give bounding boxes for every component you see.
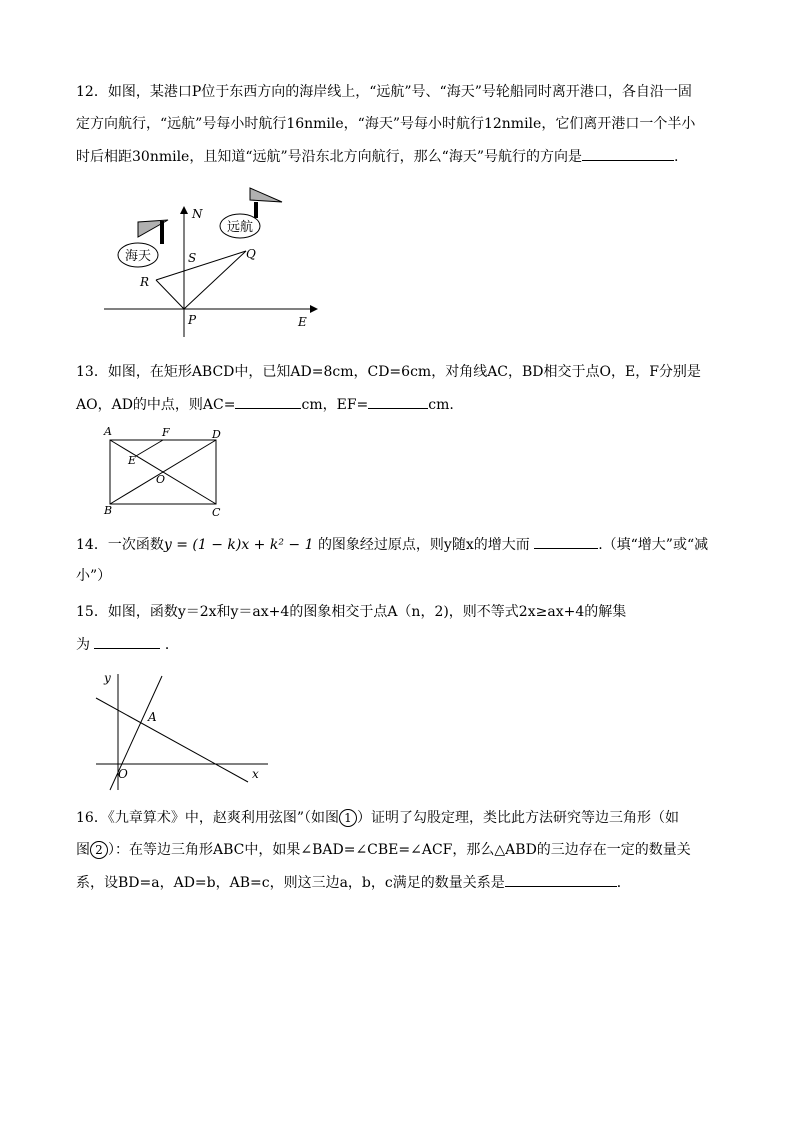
q15-label-o: O	[118, 767, 128, 781]
q14-prefix: 14．一次函数	[76, 537, 164, 553]
q15-line-1: 15．如图，函数y＝2x和y＝ax+4的图象相交于点A（n，2)，则不等式2x≥ax+4的解集	[76, 604, 627, 620]
q13-label-f: F	[162, 426, 170, 439]
q12-answer-blank[interactable]	[582, 146, 674, 161]
q15-line-2-text: 为	[76, 637, 90, 653]
q12-label-p: P	[188, 313, 197, 327]
q12-label-q: Q	[246, 247, 256, 261]
q13-label-a: A	[104, 425, 112, 438]
q15-line-2	[76, 634, 179, 655]
q13-figure	[98, 424, 232, 520]
q13-line-2-b: cm，EF=	[301, 397, 369, 413]
q12-figure	[100, 182, 320, 342]
q13-line-1: 13．如图，在矩形ABCD中，已知AD=8cm，CD=6cm，对角线AC，BD相交于点O，E，F分别是	[76, 364, 701, 380]
q13-answer-blank-ef[interactable]	[368, 394, 428, 409]
q13-label-e: E	[128, 454, 137, 467]
q12-line-1: 12．如图，某港口P位于东西方向的海岸线上，“远航”号、“海天”号轮船同时离开港口，各自沿一固	[76, 84, 692, 100]
q16-line-2-text: ）：在等边三角形ABC中，如果∠BAD=∠CBE=∠ACF，那么△ABD的三边存在一定的数量关	[108, 842, 691, 858]
q12-line-3-end: .	[673, 149, 679, 165]
q16-line-3-text: 系，设BD=a，AD=b，AB=c，则这三边a，b，c满足的数量关系是	[76, 875, 505, 891]
q16-line-1	[76, 808, 679, 828]
q12-line-3	[76, 146, 678, 167]
q16-answer-blank[interactable]	[505, 872, 617, 887]
q12-yuanhang-label: 远航	[226, 220, 254, 235]
q16-line-2-start: 图	[76, 842, 90, 858]
q13-line-2-c: cm.	[428, 397, 454, 413]
figure-2-circled-number: 2	[90, 841, 108, 859]
q16-line-1-end: ）证明了勾股定理，类比此方法研究等边三角形（如	[356, 810, 679, 826]
q12-line-2: 定方向航行，“远航”号每小时航行16nmile，“海天”号每小时航行12nmile，它们离开港口一个半小	[76, 116, 696, 132]
q12-label-r: R	[140, 275, 150, 289]
q14-line-2: 小”）	[76, 568, 112, 584]
q13-line-2-a: AO，AD的中点，则AC=	[76, 397, 236, 413]
q16-line-3	[76, 872, 631, 893]
q16-line-2	[76, 840, 691, 860]
q14-suffix: .（填“增大”或“减	[598, 537, 709, 553]
q15-label-a: A	[148, 710, 157, 724]
q15-answer-blank[interactable]	[94, 634, 160, 649]
q12-label-n: N	[192, 207, 203, 221]
q13-label-c: C	[212, 506, 221, 519]
q14-answer-blank[interactable]	[534, 534, 598, 549]
q13-line-2	[76, 394, 454, 415]
q15-figure	[92, 668, 272, 792]
q16-line-1-text: 16．《九章算术》中，赵爽利用弦图”（如图	[76, 810, 339, 826]
q12-haitian-label: 海天	[124, 249, 152, 264]
figure-1-circled-number: 1	[339, 809, 357, 827]
q13-label-b: B	[104, 504, 113, 517]
q15-label-x: x	[252, 767, 259, 781]
q14-formula: y = (1 − k)x + k² − 1	[163, 537, 314, 553]
q15-line-2-end: ．	[164, 637, 179, 653]
q14-line-1	[76, 534, 708, 555]
q13-label-d: D	[212, 428, 221, 441]
q12-label-e: E	[298, 315, 307, 329]
q15-label-y: y	[104, 671, 111, 685]
q12-line-3-text: 时后相距30nmile，且知道“远航”号沿东北方向航行，那么“海天”号航行的方向是	[76, 149, 582, 165]
q13-answer-blank-ac[interactable]	[235, 394, 301, 409]
q14-middle: 的图象经过原点，则y随x的增大而	[317, 537, 530, 553]
q13-label-o: O	[156, 473, 166, 486]
q16-line-3-end: ．	[616, 875, 631, 891]
q12-label-s: S	[188, 251, 197, 265]
